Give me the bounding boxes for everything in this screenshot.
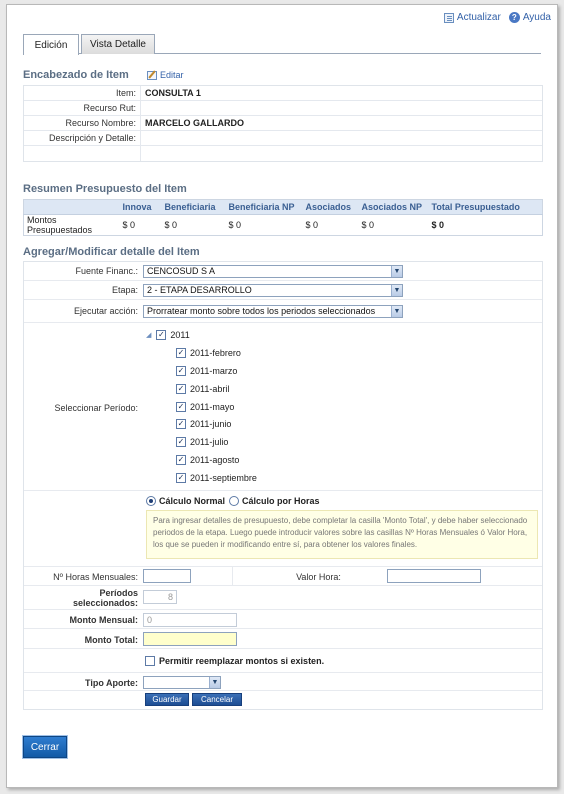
info-note: Para ingresar detalles de presupuesto, debe completar la casilla 'Monto Total', y debe haber seleccionado periodos de la etapa. Luego puede introducir valores sobre las casillas Nº Horas Mensuales ó Valor Hora, los que se pueden ir modificando entre sí, para obtener los valores finales. xyxy=(146,510,538,559)
main-window xyxy=(6,4,558,788)
chevron-down-icon: ▼ xyxy=(391,285,402,296)
checkbox-month[interactable]: ✓ xyxy=(177,455,185,464)
fuente-value: CENCOSUD S A xyxy=(147,266,216,276)
checkbox-month[interactable]: ✓ xyxy=(177,402,185,411)
refresh-label: Actualizar xyxy=(456,12,501,23)
budget-cell: $ 0 xyxy=(361,220,375,230)
save-button[interactable]: Guardar xyxy=(145,693,189,706)
detail-section-title: Agregar/Modificar detalle del Item xyxy=(23,246,200,258)
month-label: 2011-marzo xyxy=(190,366,238,376)
etapa-value: 2 - ETAPA DESARROLLO xyxy=(147,285,252,295)
horas-label: Nº Horas Mensuales: xyxy=(53,572,138,582)
tree-item-month xyxy=(176,384,229,394)
budget-table xyxy=(23,199,543,236)
help-link[interactable] xyxy=(509,12,551,23)
header-section-title: Encabezado de Item xyxy=(23,69,129,81)
field-row-descripcion xyxy=(24,131,542,146)
field-row-rut xyxy=(24,101,542,116)
tipo-aporte-select[interactable] xyxy=(143,676,221,689)
periodos-input: 8 xyxy=(143,590,177,604)
periodos-label-line1: Períodos xyxy=(99,588,138,598)
month-label: 2011-junio xyxy=(190,419,232,429)
row-reemplazar xyxy=(24,649,542,673)
header-fields-table xyxy=(23,85,543,162)
monto-total-input[interactable] xyxy=(143,632,237,646)
etapa-select[interactable] xyxy=(143,284,403,297)
row-fuente xyxy=(24,262,542,281)
accion-select[interactable] xyxy=(143,305,403,318)
checkbox-month[interactable]: ✓ xyxy=(177,419,185,428)
row-horas xyxy=(24,567,542,586)
budget-row-label: Montos Presupuestados xyxy=(27,215,93,235)
refresh-link[interactable] xyxy=(444,12,501,23)
budget-col-header: Beneficiaria NP xyxy=(226,200,303,215)
cancel-button[interactable]: Cancelar xyxy=(192,693,242,706)
field-label: Recurso Rut: xyxy=(24,101,141,115)
checkbox-month[interactable]: ✓ xyxy=(177,366,185,375)
top-links xyxy=(444,12,551,23)
expand-icon[interactable]: ◢ xyxy=(146,332,152,339)
budget-col-header: Asociados xyxy=(303,200,359,215)
field-value: CONSULTA 1 xyxy=(145,88,201,98)
field-row-empty xyxy=(24,146,542,161)
budget-section-title: Resumen Presupuesto del Item xyxy=(23,183,187,195)
checkbox-month[interactable]: ✓ xyxy=(177,348,185,357)
month-label: 2011-mayo xyxy=(190,402,235,412)
reemplazar-option[interactable] xyxy=(145,656,324,666)
tab-bar xyxy=(23,33,541,54)
fuente-label: Fuente Financ.: xyxy=(75,266,138,276)
row-etapa xyxy=(24,281,542,300)
chevron-down-icon: ▼ xyxy=(391,266,402,277)
tree-item-year xyxy=(146,330,190,340)
row-accion xyxy=(24,300,542,323)
checkbox-month[interactable]: ✓ xyxy=(177,384,185,393)
field-label-empty xyxy=(24,146,141,161)
periodo-label: Seleccionar Período: xyxy=(54,403,138,413)
row-monto-total xyxy=(24,629,542,649)
help-label: Ayuda xyxy=(522,12,551,23)
checkbox-reemplazar[interactable] xyxy=(145,656,155,666)
accion-label: Ejecutar acción: xyxy=(73,306,138,316)
field-row-item xyxy=(24,86,542,101)
calc-normal-option[interactable] xyxy=(146,496,225,506)
periodos-label-line2: seleccionados: xyxy=(72,598,138,608)
accion-value: Prorratear monto sobre todos los periodos seleccionados xyxy=(147,306,376,316)
calc-mode-group xyxy=(146,496,320,506)
valor-hora-input[interactable] xyxy=(387,569,481,583)
detail-form xyxy=(23,261,543,710)
budget-total-cell: $ 0 xyxy=(431,220,445,230)
calc-horas-option[interactable] xyxy=(229,496,320,506)
reemplazar-label: Permitir reemplazar montos si existen. xyxy=(159,656,325,666)
month-label: 2011-julio xyxy=(190,437,229,447)
budget-cell: $ 0 xyxy=(228,220,242,230)
tab-vista-detalle[interactable]: Vista Detalle xyxy=(81,34,155,54)
tree-item-month xyxy=(176,366,237,376)
row-periodos xyxy=(24,586,542,610)
tree-item-month xyxy=(176,402,234,412)
field-value-empty xyxy=(141,146,145,161)
row-divider xyxy=(232,567,233,585)
valor-hora-label: Valor Hora: xyxy=(296,572,341,582)
month-label: 2011-septiembre xyxy=(190,473,257,483)
field-label: Item: xyxy=(24,86,141,100)
help-icon: ? xyxy=(509,12,520,23)
budget-header-row xyxy=(24,200,543,215)
monto-mensual-label: Monto Mensual: xyxy=(69,615,138,625)
fuente-select[interactable] xyxy=(143,265,403,278)
tab-edicion[interactable]: Edición xyxy=(23,34,79,55)
close-button[interactable]: Cerrar xyxy=(23,736,67,758)
monto-mensual-input: 0 xyxy=(143,613,237,627)
tree-item-month xyxy=(176,348,241,358)
checkbox-month[interactable]: ✓ xyxy=(177,473,185,482)
tree-item-month xyxy=(176,473,257,483)
edit-icon xyxy=(147,71,157,80)
checkbox-month[interactable]: ✓ xyxy=(177,437,185,446)
tree-item-month xyxy=(176,455,239,465)
tree-item-month xyxy=(176,419,231,429)
month-label: 2011-febrero xyxy=(190,348,241,358)
budget-cell: $ 0 xyxy=(305,220,319,230)
budget-row xyxy=(24,215,543,236)
budget-cell: $ 0 xyxy=(164,220,178,230)
field-value: MARCELO GALLARDO xyxy=(145,118,244,128)
field-row-nombre xyxy=(24,116,542,131)
checkbox-year[interactable]: ✓ xyxy=(158,330,165,339)
budget-col-header: Innova xyxy=(120,200,162,215)
monto-total-label: Monto Total: xyxy=(84,635,138,645)
row-periodo xyxy=(24,323,542,491)
budget-cell: $ 0 xyxy=(122,220,136,230)
field-value xyxy=(141,131,145,145)
budget-col-header: Total Presupuestado xyxy=(429,200,543,215)
edit-label: Editar xyxy=(160,70,184,80)
chevron-down-icon: ▼ xyxy=(391,306,402,317)
field-value xyxy=(141,101,145,115)
field-label: Recurso Nombre: xyxy=(24,116,141,130)
month-label: 2011-agosto xyxy=(190,455,240,465)
tipo-aporte-label: Tipo Aporte: xyxy=(85,678,138,688)
month-label: 2011-abril xyxy=(190,384,230,394)
calc-normal-label: Cálculo Normal xyxy=(159,496,226,506)
calc-horas-label: Cálculo por Horas xyxy=(242,496,320,506)
row-monto-mensual xyxy=(24,610,542,629)
tree-item-month xyxy=(176,437,228,447)
radio-calc-horas[interactable] xyxy=(229,496,239,506)
horas-input[interactable] xyxy=(143,569,191,583)
edit-link[interactable] xyxy=(147,70,184,80)
budget-col-header: Beneficiaria xyxy=(162,200,226,215)
row-tipo-aporte xyxy=(24,673,542,691)
budget-col-header: Asociados NP xyxy=(359,200,429,215)
year-label: 2011 xyxy=(170,330,190,340)
etapa-label: Etapa: xyxy=(111,285,138,295)
periodos-label xyxy=(24,588,138,608)
refresh-icon xyxy=(444,13,454,23)
field-label: Descripción y Detalle: xyxy=(24,131,141,145)
radio-calc-normal[interactable] xyxy=(146,496,156,506)
chevron-down-icon: ▼ xyxy=(209,677,220,688)
budget-header-blank xyxy=(24,200,120,215)
